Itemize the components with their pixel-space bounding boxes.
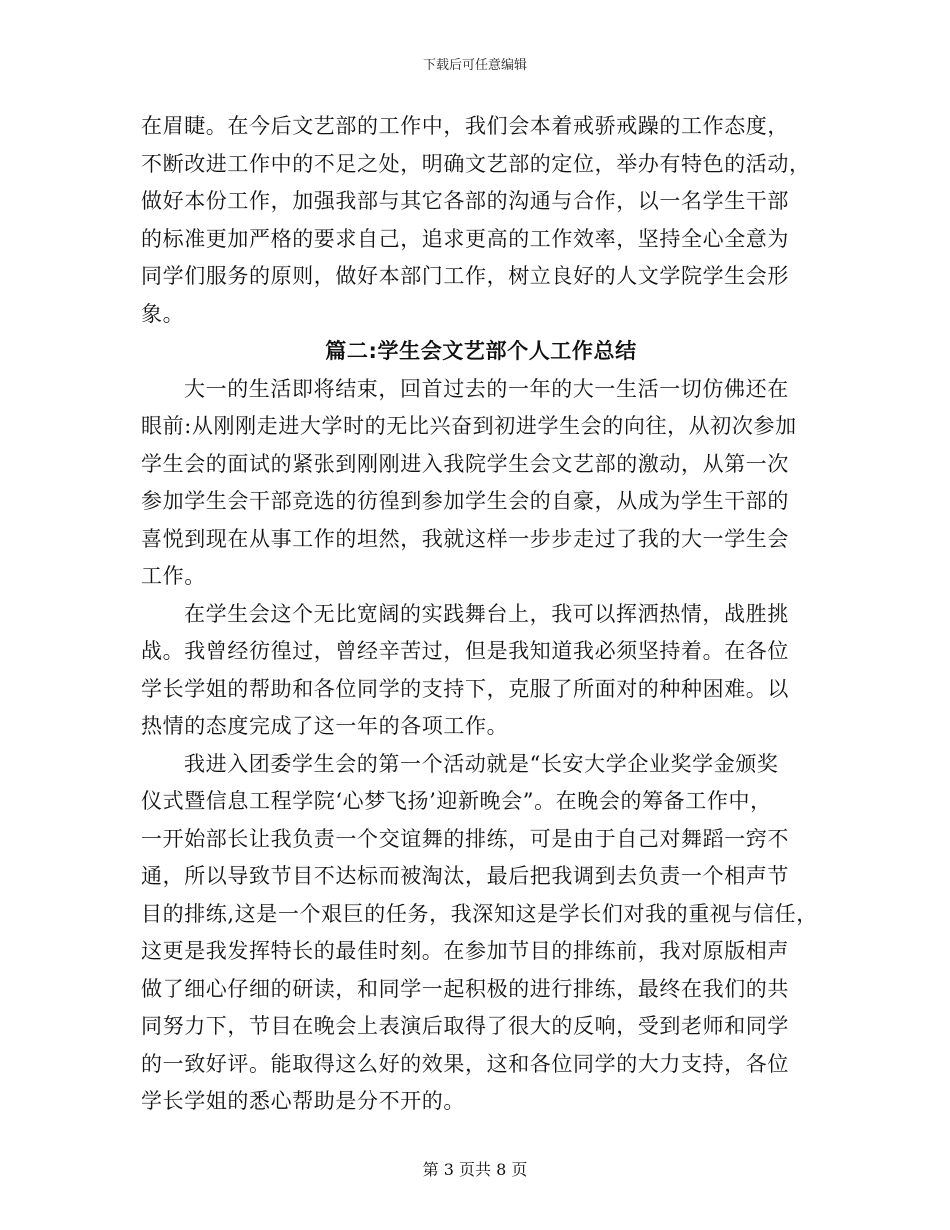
text-line: 我进入团委学生会的第一个活动就是“长安大学企业奖学金颁奖 [184,751,779,776]
text-line: 参加学生会干部竞选的彷徨到参加学生会的自豪，从成为学生干部的 [141,489,789,513]
section-heading: 篇二:学生会文艺部个人工作总结 [325,339,637,363]
page-number: 第 3 页共 8 页 [422,1160,528,1179]
text-line: 这更是我发挥特长的最佳时刻。在参加节目的排练前，我对原版相声 [141,939,789,963]
text-line: 不断改进工作中的不足之处，明确文艺部的定位，举办有特色的活动， [141,151,811,176]
text-line: 做了细心仔细的研读，和同学一起积极的进行排练，最终在我们的共 [141,976,789,1001]
text-line: 仪式暨信息工程学院‘心梦飞扬’迎新晚会”。在晚会的筹备工作中， [141,789,772,813]
text-line: 同学们服务的原则，做好本部门工作，树立良好的人文学院学生会形 [141,264,789,288]
text-line: 的标准更加严格的要求自己，追求更高的工作效率，坚持全心全意为 [141,226,789,251]
text-line: 的一致好评。能取得这么好的效果，这和各位同学的大力支持，各位 [141,1051,789,1076]
text-line: 战。我曾经彷徨过，曾经辛苦过，但是我知道我必须坚持着。在各位 [141,639,789,663]
text-line: 工作。 [141,564,206,588]
text-line: 在学生会这个无比宽阔的实践舞台上，我可以挥洒热情，战胜挑 [184,601,789,626]
paragraph-1 [141,108,821,333]
paragraph-4 [141,746,821,1121]
text-line: 大一的生活即将结束，回首过去的一年的大一生活一切仿佛还在 [184,376,789,401]
text-line: 同努力下，节目在晚会上表演后取得了很大的反响，受到老师和同学 [141,1014,789,1038]
download-note: 下载后可任意编辑 [422,58,527,73]
paragraph-2 [141,371,821,596]
text-line: 眼前:从刚刚走进大学时的无比兴奋到初进学生会的向往，从初次参加 [141,414,797,438]
text-line: 通，所以导致节目不达标而被淘汰，最后把我调到去负责一个相声节 [141,864,789,888]
text-line: 喜悦到现在从事工作的坦然，我就这样一步步走过了我的大一学生会 [141,526,789,551]
text-line: 热情的态度完成了这一年的各项工作。 [141,714,509,738]
text-line: 一开始部长让我负责一个交谊舞的排练，可是由于自己对舞蹈一窍不 [141,826,789,851]
text-line: 学生会的面试的紧张到刚刚进入我院学生会文艺部的激动，从第一次 [141,451,789,476]
text-line: 做好本份工作，加强我部与其它各部的沟通与合作，以一名学生干部 [141,189,789,213]
document-body [141,108,821,1121]
text-line: 学长学姐的悉心帮助是分不开的。 [141,1089,465,1113]
text-line: 在眉睫。在今后文艺部的工作中，我们会本着戒骄戒躁的工作态度， [141,114,789,138]
paragraph-3 [141,596,821,746]
text-line: 象。 [141,301,185,326]
text-line: 学长学姐的帮助和各位同学的支持下，克服了所面对的种种困难。以 [141,676,789,701]
text-line: 目的排练,这是一个艰巨的任务，我深知这是学长们对我的重视与信任， [141,901,818,926]
